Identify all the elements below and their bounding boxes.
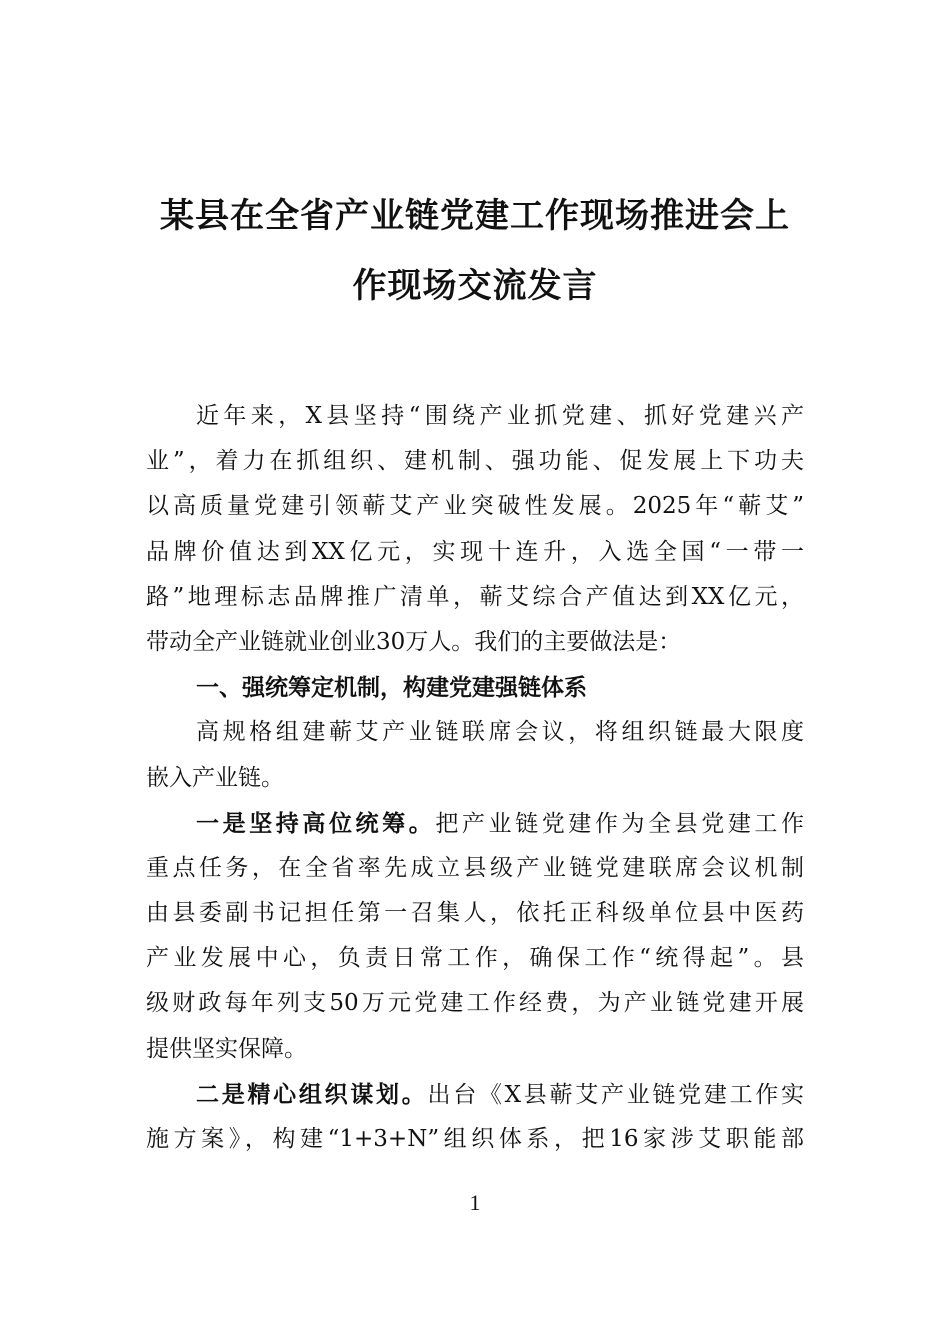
paragraph-3-line-2: 重点任务，在全省率先成立县级产业链党建联席会议机制 [146, 854, 804, 881]
paragraph-1-line-2: 业”，着力在抓组织、建机制、强功能、促发展上下功夫 [146, 448, 804, 475]
page-number: 1 [469, 1190, 481, 1215]
paragraph-3-lead: 一是坚持高位统筹。 [196, 809, 436, 837]
paragraph-1-line-3: 以高质量党建引领蕲艾产业突破性发展。2025年“蕲艾” [146, 493, 804, 520]
document-body [146, 394, 804, 1162]
paragraph-4-line-2: 施方案》，构建“1+3+N”组织体系，把16家涉艾职能部 [146, 1126, 804, 1152]
paragraph-3-line-5: 级财政每年列支50万元党建工作经费，为产业链党建开展 [146, 990, 804, 1017]
paragraph-4-first-rest: 出台《X县蕲艾产业链党建工作实 [427, 1081, 805, 1108]
paragraph-3-line-1 [146, 801, 804, 846]
paragraph-1-line-5: 路”地理标志品牌推广清单，蕲艾综合产值达到XX亿元， [146, 583, 804, 610]
paragraph-2-line-1: 高规格组建蕲艾产业链联席会议，将组织链最大限度 [196, 719, 804, 746]
paragraph-4-line-1 [146, 1072, 804, 1117]
paragraph-2-line-2: 嵌入产业链。 [146, 764, 284, 791]
paragraph-3-first-rest: 把产业链党建作为全县党建工作 [435, 810, 805, 837]
section-heading-1: 一、强统筹定机制，构建党建强链体系 [196, 674, 587, 702]
document-title-line-1: 某县在全省产业链党建工作现场推进会上 [160, 196, 790, 236]
paragraph-1-line-1: 近年来，X县坚持“围绕产业抓党建、抓好党建兴产 [196, 403, 804, 429]
paragraph-3-line-3: 由县委副书记担任第一召集人，依托正科级单位县中医药 [146, 900, 804, 927]
paragraph-3-line-6: 提供坚实保障。 [146, 1035, 307, 1062]
paragraph-1-line-6: 带动全产业链就业创业30万人。我们的主要做法是： [146, 628, 682, 655]
document-title-line-2: 作现场交流发言 [352, 266, 598, 306]
paragraph-1-line-4: 品牌价值达到XX亿元，实现十连升，入选全国“一带一 [146, 538, 804, 565]
paragraph-4-lead: 二是精心组织谋划。 [196, 1080, 428, 1108]
paragraph-3-line-4: 产业发展中心，负责日常工作，确保工作“统得起”。县 [146, 945, 804, 972]
